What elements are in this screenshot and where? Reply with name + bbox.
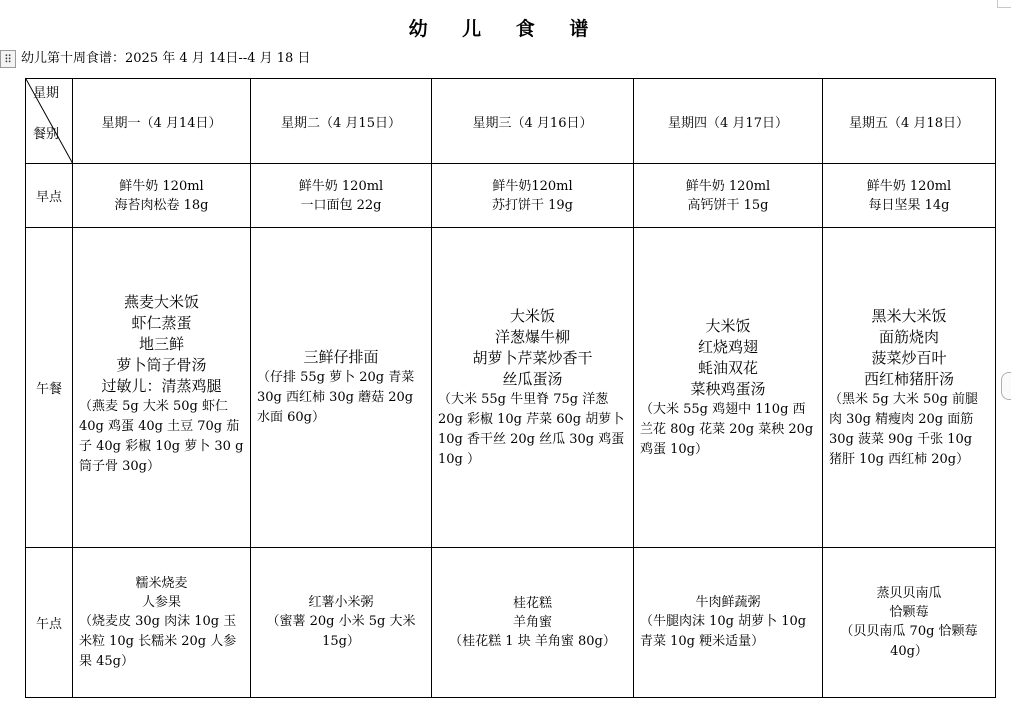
lunch-dish: 大米饭 — [509, 306, 555, 325]
snack-cell — [823, 548, 996, 698]
lunch-dish: 蚝油双花 — [697, 358, 758, 377]
header-row — [26, 79, 996, 164]
lunch-dish: 菠菜炒百叶 — [871, 348, 947, 367]
lunch-dish: 萝卜筒子骨汤 — [116, 356, 207, 374]
lunch-ingredients: （仔排 55g 萝卜 20g 青菜 30g 西红柿 30g 蘑菇 20g 水面 60g） — [257, 370, 415, 425]
snack-ingredients: （牛腿肉沫 10g 胡萝卜 10g 青菜 10g 粳米适量） — [640, 614, 807, 649]
lunch-cell — [634, 228, 823, 548]
day-header: 星期一（4 月14日） — [73, 79, 251, 164]
corner-weekday-label: 星期 — [33, 86, 60, 101]
lunch-cell — [251, 228, 432, 548]
lunch-cell — [73, 228, 251, 548]
lunch-dish: 燕麦大米饭 — [123, 293, 199, 311]
snack-ingredients: （蜜薯 20g 小米 5g 大米 15g） — [266, 614, 416, 649]
lunch-ingredients: （黑米 5g 大米 50g 前腿肉 30g 精瘦肉 20g 面筋 30g 菠菜 90g 千张 10g 猪肝 10g 西红柿 20g） — [829, 391, 978, 467]
day-header: 星期五（4 月18日） — [823, 79, 996, 164]
table-move-handle[interactable]: ⠿ — [0, 50, 16, 68]
lunch-dish: 大米饭 — [705, 316, 751, 335]
menu-table — [25, 78, 996, 698]
day-header: 星期四（4 月17日） — [634, 79, 823, 164]
breakfast-row — [26, 164, 996, 228]
lunch-dish: 地三鲜 — [138, 335, 184, 353]
snack-item: 糯米烧麦 — [135, 575, 188, 591]
lunch-dish: 西红柿猪肝汤 — [863, 369, 954, 388]
row-label-snack: 午点 — [26, 548, 73, 698]
menu-week-subtitle: 幼儿第十周食谱：2025 年 4 月 14日--4 月 18 日 — [21, 51, 311, 66]
day-header: 星期三（4 月16日） — [432, 79, 634, 164]
snack-item: 红薯小米粥 — [308, 595, 374, 610]
lunch-dish: 菜秧鸡蛋汤 — [690, 379, 766, 398]
lunch-cell — [823, 228, 996, 548]
snack-item: 牛肉鲜蔬粥 — [695, 595, 761, 610]
lunch-ingredients: （大米 55g 鸡翅中 110g 西兰花 80g 花菜 20g 菜秧 20g 鸡蛋 10g） — [640, 401, 814, 457]
lunch-dish: 过敏儿：清蒸鸡腿 — [101, 377, 222, 395]
lunch-dish: 黑米大米饭 — [871, 306, 947, 325]
margin-expand-handle[interactable] — [1001, 372, 1011, 400]
row-label-lunch: 午餐 — [26, 228, 73, 548]
lunch-row — [26, 228, 996, 548]
snack-ingredients: （桂花糕 1 块 羊角蜜 80g） — [449, 633, 616, 649]
lunch-cell — [432, 228, 634, 548]
snack-item: 人参果 — [141, 594, 181, 610]
lunch-dish: 虾仁蒸蛋 — [131, 314, 192, 332]
corner-cell — [26, 79, 73, 164]
breakfast-cell: 鲜牛奶 120ml 每日坚果 14g — [823, 164, 996, 228]
breakfast-cell: 鲜牛奶 120ml 一口面包 22g — [251, 164, 432, 228]
snack-item: 蒸贝贝南瓜 — [876, 585, 942, 601]
lunch-dish: 洋葱爆牛柳 — [494, 327, 570, 346]
snack-item: 羊角蜜 — [512, 614, 552, 630]
breakfast-cell: 鲜牛奶120ml 苏打饼干 19g — [432, 164, 634, 228]
breakfast-cell: 鲜牛奶 120ml 高钙饼干 15g — [634, 164, 823, 228]
snack-row — [26, 548, 996, 698]
snack-item: 恰颗莓 — [889, 604, 929, 620]
snack-cell — [73, 548, 251, 698]
snack-cell — [634, 548, 823, 698]
corner-meal-label: 餐别 — [33, 127, 60, 142]
snack-item: 桂花糕 — [512, 595, 552, 611]
row-label-breakfast: 早点 — [26, 164, 73, 228]
snack-ingredients: （烧麦皮 30g 肉沫 10g 玉米粒 10g 长糯米 20g 人参果 45g） — [79, 613, 237, 669]
page-corner-mark — [997, 0, 1011, 8]
snack-cell — [432, 548, 634, 698]
lunch-dish: 丝瓜蛋汤 — [502, 369, 563, 388]
day-header: 星期二（4 月15日） — [251, 79, 432, 164]
snack-ingredients: （贝贝南瓜 70g 恰颗莓 40g） — [840, 623, 978, 659]
lunch-ingredients: （大米 55g 牛里脊 75g 洋葱 20g 彩椒 10g 芹菜 60g 胡萝卜 10g 香干丝 20g 丝瓜 30g 鸡蛋 10g ） — [438, 391, 625, 467]
lunch-dish: 面筋烧肉 — [878, 327, 939, 346]
lunch-dish: 红烧鸡翅 — [697, 337, 758, 356]
breakfast-cell: 鲜牛奶 120ml 海苔肉松卷 18g — [73, 164, 251, 228]
lunch-dish: 三鲜仔排面 — [303, 348, 379, 366]
page-title: 幼 儿 食 谱 — [408, 18, 603, 40]
snack-cell — [251, 548, 432, 698]
lunch-ingredients: （燕麦 5g 大米 50g 虾仁 40g 鸡蛋 40g 土豆 70g 茄子 40g 彩椒 10g 萝卜 30 g 筒子骨 30g） — [79, 399, 244, 474]
lunch-dish: 胡萝卜芹菜炒香干 — [472, 348, 593, 367]
